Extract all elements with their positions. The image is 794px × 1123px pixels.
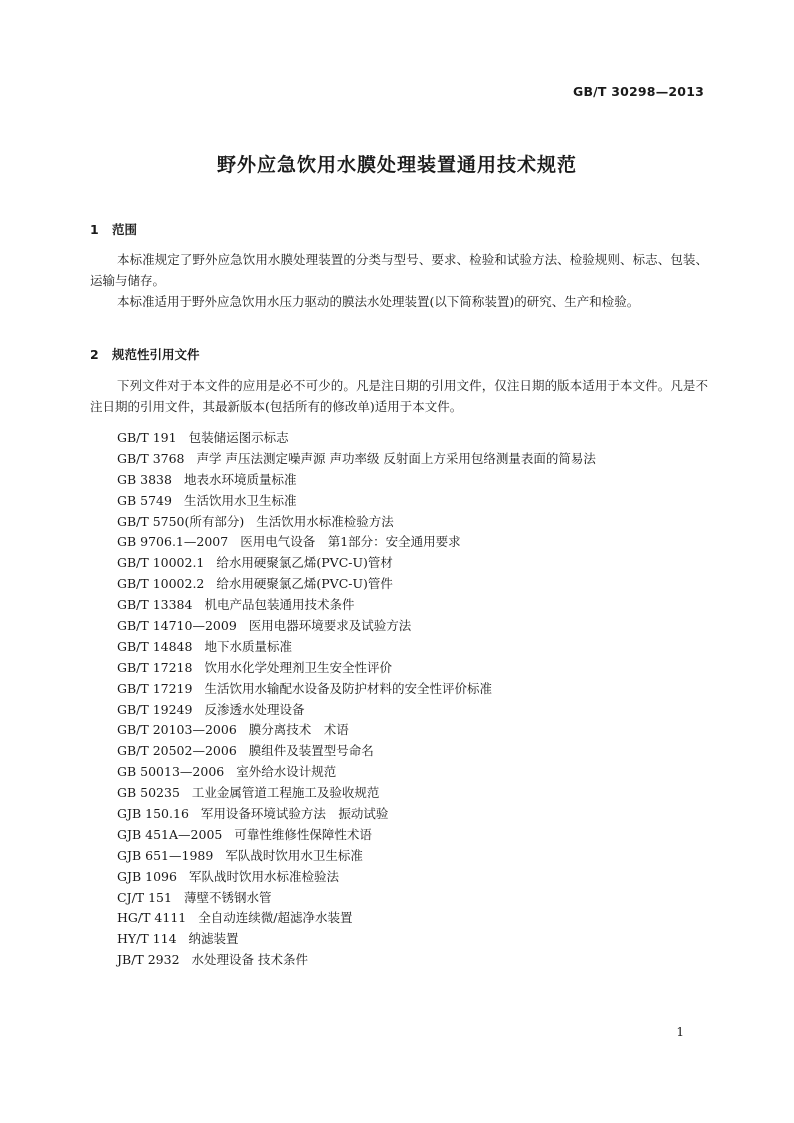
reference-title: 生活饮用水输配水设备及防护材料的安全性评价标准 [204, 680, 492, 696]
reference-title: 全自动连续微/超滤净水装置 [198, 910, 353, 926]
reference-list [117, 428, 596, 971]
reference-code: HY/T 114 [117, 931, 177, 947]
reference-item [117, 700, 596, 721]
reference-code: GB/T 20502—2006 [117, 743, 237, 759]
reference-title: 反渗透水处理设备 [204, 701, 305, 717]
reference-code: GB/T 20103—2006 [117, 722, 237, 738]
reference-code: GJB 651—1989 [117, 847, 214, 863]
reference-item [117, 929, 596, 950]
reference-item [117, 762, 596, 783]
reference-item [117, 574, 596, 595]
reference-title: 声学 声压法测定噪声源 声功率级 反射面上方采用包络测量表面的简易法 [196, 450, 596, 466]
reference-code: GJB 150.16 [117, 806, 189, 822]
reference-item [117, 846, 596, 867]
reference-title: 机电产品包装通用技术条件 [204, 597, 355, 613]
reference-code: GB 50235 [117, 785, 180, 801]
reference-title: 给水用硬聚氯乙烯(PVC-U)管材 [216, 555, 393, 571]
reference-item [117, 512, 596, 533]
reference-item [117, 491, 596, 512]
reference-code: GB/T 3768 [117, 450, 185, 466]
page-number: 1 [676, 1025, 684, 1039]
reference-title: 室外给水设计规范 [236, 764, 337, 780]
reference-code: GB/T 14710—2009 [117, 618, 237, 634]
reference-code: GB/T 5750(所有部分) [117, 513, 245, 529]
reference-item [117, 720, 596, 741]
standard-number: GB/T 30298—2013 [572, 84, 704, 99]
reference-item [117, 470, 596, 491]
reference-item [117, 908, 596, 929]
reference-code: GB 5749 [117, 492, 172, 508]
reference-code: JB/T 2932 [117, 952, 180, 968]
reference-title: 生活饮用水卫生标准 [183, 492, 297, 508]
reference-code: HG/T 4111 [117, 910, 187, 926]
reference-title: 军队战时饮用水标准检验法 [188, 868, 339, 884]
reference-title: 包装储运图示标志 [188, 430, 289, 445]
reference-code: GB/T 14848 [117, 638, 193, 654]
reference-title: 薄壁不锈钢水管 [183, 889, 272, 905]
section-title: 规范性引用文件 [112, 347, 200, 362]
paragraph: 下列文件对于本文件的应用是必不可少的。凡是注日期的引用文件，仅注日期的版本适用于本文件。凡是不注日期的引用文件，其最新版本(包括所有的修改单)适用于本文件。 [90, 378, 708, 414]
reference-code: GB 9706.1—2007 [117, 534, 229, 550]
reference-code: CJ/T 151 [117, 889, 172, 905]
reference-item [117, 950, 596, 971]
reference-title: 膜分离技术 术语 [248, 722, 349, 738]
reference-title: 水处理设备 技术条件 [191, 952, 309, 968]
reference-code: GB/T 13384 [117, 597, 193, 613]
section-heading-normative-references [90, 345, 200, 363]
reference-item [117, 428, 596, 449]
document-title: 野外应急饮用水膜处理装置通用技术规范 [216, 154, 577, 176]
section-number: 2 [90, 347, 99, 362]
reference-item [117, 616, 596, 637]
reference-item [117, 595, 596, 616]
reference-code: GB/T 191 [117, 430, 177, 445]
reference-item [117, 658, 596, 679]
reference-item [117, 741, 596, 762]
reference-title: 给水用硬聚氯乙烯(PVC-U)管件 [216, 576, 393, 592]
reference-item [117, 825, 596, 846]
paragraph: 本标准适用于野外应急饮用水压力驱动的膜法水处理装置(以下简称装置)的研究、生产和检验。 [117, 294, 640, 309]
reference-title: 地表水环境质量标准 [183, 471, 297, 487]
section-heading-scope [90, 220, 137, 238]
reference-title: 军用设备环境试验方法 振动试验 [200, 806, 389, 822]
reference-title: 纳滤装置 [188, 931, 239, 947]
reference-code: GJB 1096 [117, 868, 177, 884]
reference-item [117, 532, 596, 553]
reference-item [117, 679, 596, 700]
reference-title: 生活饮用水标准检验方法 [256, 513, 394, 529]
reference-code: GB/T 10002.2 [117, 576, 205, 592]
reference-title: 医用电器环境要求及试验方法 [248, 618, 412, 634]
reference-item [117, 888, 596, 909]
reference-item [117, 867, 596, 888]
reference-code: GJB 451A—2005 [117, 826, 223, 842]
reference-title: 饮用水化学处理剂卫生安全性评价 [204, 659, 392, 675]
reference-title: 军队战时饮用水卫生标准 [225, 847, 363, 863]
reference-title: 膜组件及装置型号命名 [248, 743, 374, 759]
reference-code: GB 50013—2006 [117, 764, 225, 780]
section-title: 范围 [112, 222, 138, 237]
reference-title: 可靠性维修性保障性术语 [234, 826, 372, 842]
reference-code: GB/T 10002.1 [117, 555, 205, 571]
reference-title: 工业金属管道工程施工及验收规范 [191, 785, 380, 801]
reference-code: GB/T 17219 [117, 680, 193, 696]
reference-item [117, 449, 596, 470]
reference-code: GB 3838 [117, 471, 172, 487]
reference-item [117, 783, 596, 804]
reference-title: 医用电气设备 第1部分：安全通用要求 [240, 534, 461, 550]
section-number: 1 [90, 222, 99, 237]
reference-item [117, 553, 596, 574]
reference-code: GB/T 17218 [117, 659, 193, 675]
reference-code: GB/T 19249 [117, 701, 193, 717]
reference-item [117, 637, 596, 658]
paragraph: 本标准规定了野外应急饮用水膜处理装置的分类与型号、要求、检验和试验方法、检验规则、标志、包装、运输与储存。 [90, 252, 708, 288]
reference-item [117, 804, 596, 825]
reference-title: 地下水质量标准 [204, 638, 292, 654]
